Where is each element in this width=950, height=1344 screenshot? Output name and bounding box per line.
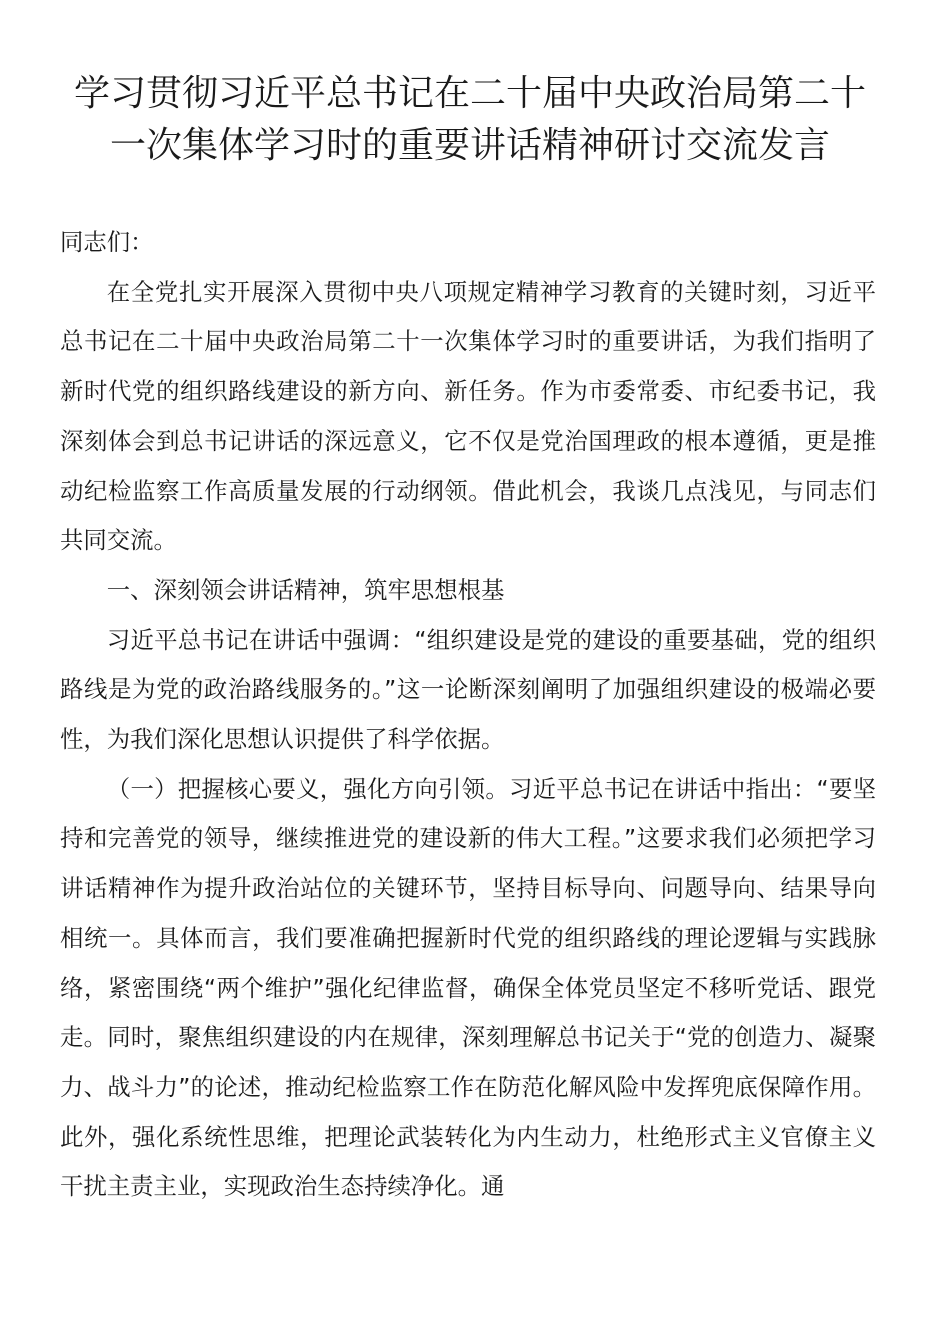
paragraph-section-one: 习近平总书记在讲话中强调：“组织建设是党的建设的重要基础，党的组织路线是为党的政治路线服务的。”这一论断深刻阐明了加强组织建设的极端必要性，为我们深化思想认识提供了科学依据。 <box>60 625 876 754</box>
section-heading-one: 一、深刻领会讲话精神，筑牢思想根基 <box>106 575 505 604</box>
salutation: 同志们： <box>60 228 154 256</box>
paragraph-intro: 在全党扎实开展深入贯彻中央八项规定精神学习教育的关键时刻，习近平总书记在二十届中央政治局第二十一次集体学习时的重要讲话，为我们指明了新时代党的组织路线建设的新方向、新任务。作为市委常委、市纪委书记，我深刻体会到总书记讲话的深远意义，它不仅是党治国理政的根本遵循，更是推动纪检监察工作高质量发展的行动纲领。借此机会，我谈几点浅见，与同志们共同交流。 <box>60 277 876 555</box>
document-body <box>60 218 876 1212</box>
paragraph-subsection-one: （一）把握核心要义，强化方向引领。习近平总书记在讲话中指出：“要坚持和完善党的领导，继续推进党的建设新的伟大工程。”这要求我们必须把学习讲话精神作为提升政治站位的关键环节，坚持目标导向、问题导向、结果导向相统一。具体而言，我们要准确把握新时代党的组织路线的理论逻辑与实践脉络，紧密围绕“两个维护”强化纪律监督，确保全体党员坚定不移听党话、跟党走。同时，聚焦组织建设的内在规律，深刻理解总书记关于“党的创造力、凝聚力、战斗力”的论述，推动纪检监察工作在防范化解风险中发挥兜底保障作用。此外，强化系统性思维，把理论武装转化为内生动力，杜绝形式主义官僚主义干扰主责主业，实现政治生态持续净化。通 <box>60 774 876 1201</box>
document-title: 学习贯彻习近平总书记在二十届中央政治局第二十一次集体学习时的重要讲话精神研讨交流发言 <box>73 73 866 166</box>
